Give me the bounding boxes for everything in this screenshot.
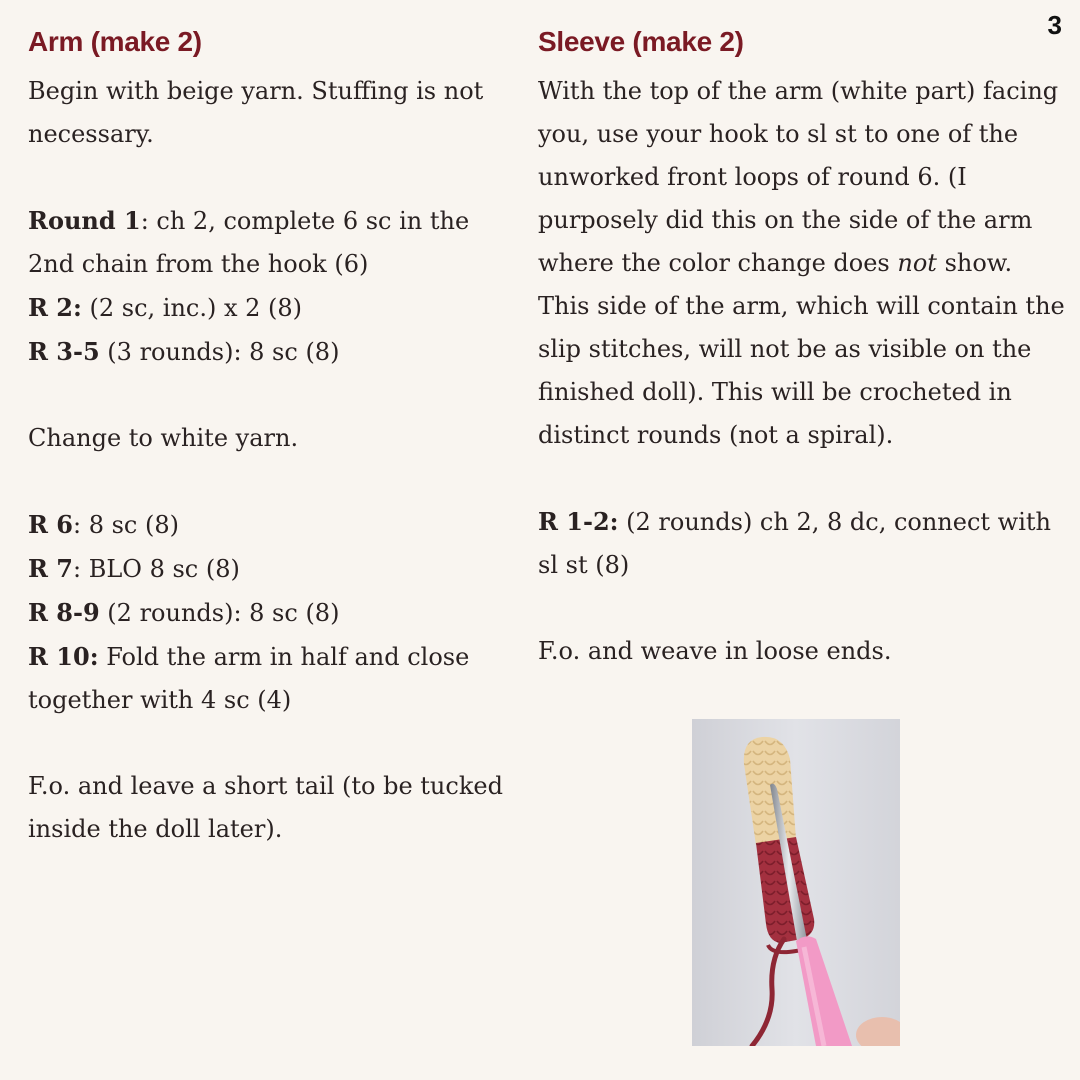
arm-intro: Begin with beige yarn. Stuffing is not necessary. (28, 77, 484, 148)
round-text: (3 rounds): 8 sc (8) (99, 338, 340, 366)
arm-round-8-9 (28, 591, 518, 635)
round-text: (2 rounds) ch 2, 8 dc, connect with sl st (8) (538, 508, 1051, 579)
round-text: : 8 sc (8) (73, 511, 179, 539)
sleeve-finish: F.o. and weave in loose ends. (538, 637, 892, 665)
sleeve-round-1-2 (538, 500, 1068, 587)
arm-color-change: Change to white yarn. (28, 424, 299, 452)
round-label: R 8-9 (28, 598, 100, 627)
sleeve-intro-part-1: With the top of the arm (white part) facing you, use your hook to sl st to one of the unworked front loops of round 6. (I purposely did this on the side of the arm where the color change does (538, 77, 1059, 277)
round-text: : BLO 8 sc (8) (73, 555, 240, 583)
sleeve-intro (538, 70, 1068, 457)
arm-round-1 (28, 199, 518, 286)
round-text: (2 sc, inc.) x 2 (8) (81, 294, 303, 322)
round-label: Round 1 (28, 206, 141, 235)
round-text: : ch 2, complete 6 sc in the 2nd chain from the hook (6) (28, 207, 470, 278)
round-label: R 2: (28, 293, 82, 322)
crochet-arm-photo (692, 719, 900, 1046)
round-label: R 7 (28, 554, 73, 583)
arm-round-2 (28, 286, 518, 330)
crochet-arm-illustration (692, 719, 900, 1046)
arm-title: Arm (make 2) (28, 26, 202, 57)
round-text: (2 rounds): 8 sc (8) (99, 599, 340, 627)
round-label: R 6 (28, 510, 73, 539)
sleeve-section (538, 22, 1068, 673)
round-text: Fold the arm in half and close together with 4 sc (4) (28, 643, 470, 714)
arm-finish: F.o. and leave a short tail (to be tucked inside the doll later). (28, 772, 503, 843)
sleeve-intro-emphasis: not (897, 249, 937, 277)
round-label: R 3-5 (28, 337, 100, 366)
sleeve-title: Sleeve (make 2) (538, 26, 744, 57)
arm-round-6 (28, 503, 518, 547)
round-label: R 1-2: (538, 507, 619, 536)
arm-round-7 (28, 547, 518, 591)
arm-round-3-5 (28, 330, 518, 374)
sleeve-intro-part-2: show. This side of the arm, which will contain the slip stitches, will not be as visible on the finished doll). This will be crocheted in distinct rounds (not a spiral). (538, 249, 1065, 449)
round-label: R 10: (28, 642, 99, 671)
arm-section (28, 22, 518, 851)
page-number: 3 (1047, 10, 1062, 40)
arm-round-10 (28, 635, 518, 722)
